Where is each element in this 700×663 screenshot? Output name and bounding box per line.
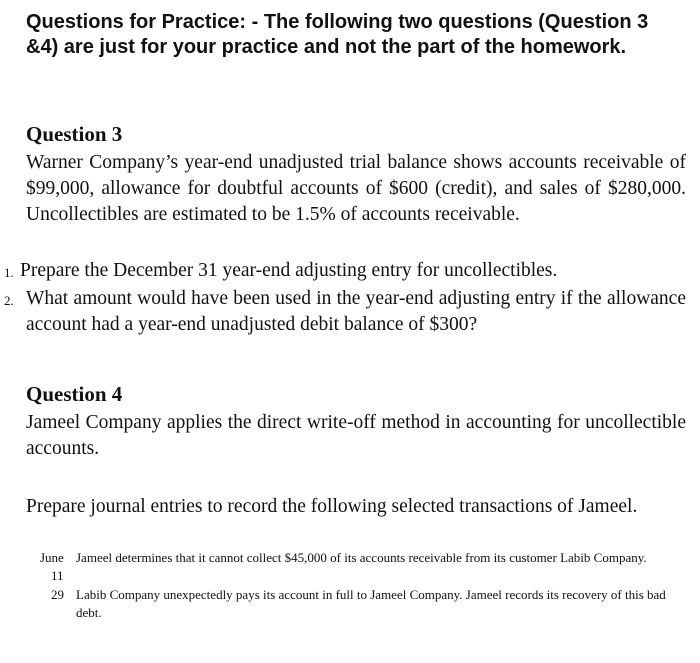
transaction-text: Jameel determines that it cannot collect $45,000 of its accounts receivable from its customer Labib Company. — [76, 550, 647, 565]
transaction-day: 11 — [51, 568, 64, 583]
item-text: Prepare the December 31 year-end adjusting entry for uncollectibles. — [20, 260, 558, 281]
question-3-item-2 — [4, 286, 686, 338]
question-3-item-1 — [4, 258, 686, 284]
question-4-body: Jameel Company applies the direct write-off method in accounting for uncollectible accounts. — [26, 412, 686, 459]
practice-heading: Questions for Practice: - The following two questions (Question 3 &4) are just for your practice and not the part of the homework. — [26, 11, 649, 58]
transaction-month: June — [40, 550, 64, 565]
transaction-text: Labib Company unexpectedly pays its account in full to Jameel Company. Jameel records its recovery of this bad debt. — [76, 587, 666, 620]
question-3-body: Warner Company’s year-end unadjusted trial balance shows accounts receivable of $99,000, allowance for doubtful accounts of $600 (credit), and sales of $280,000. Uncollectibles are estimated to be 1.5% of accounts receivable. — [26, 152, 686, 225]
item-number: 2. — [4, 293, 14, 308]
item-number: 1. — [4, 265, 14, 280]
question-4-title: Question 4 — [26, 382, 123, 406]
item-text: What amount would have been used in the year-end adjusting entry if the allowance account had a year-end unadjusted debit balance of $300? — [26, 288, 686, 335]
transaction-day: 29 — [51, 587, 64, 602]
question-4-instruction: Prepare journal entries to record the following selected transactions of Jameel. — [26, 496, 638, 517]
question-3-title: Question 3 — [26, 122, 123, 146]
